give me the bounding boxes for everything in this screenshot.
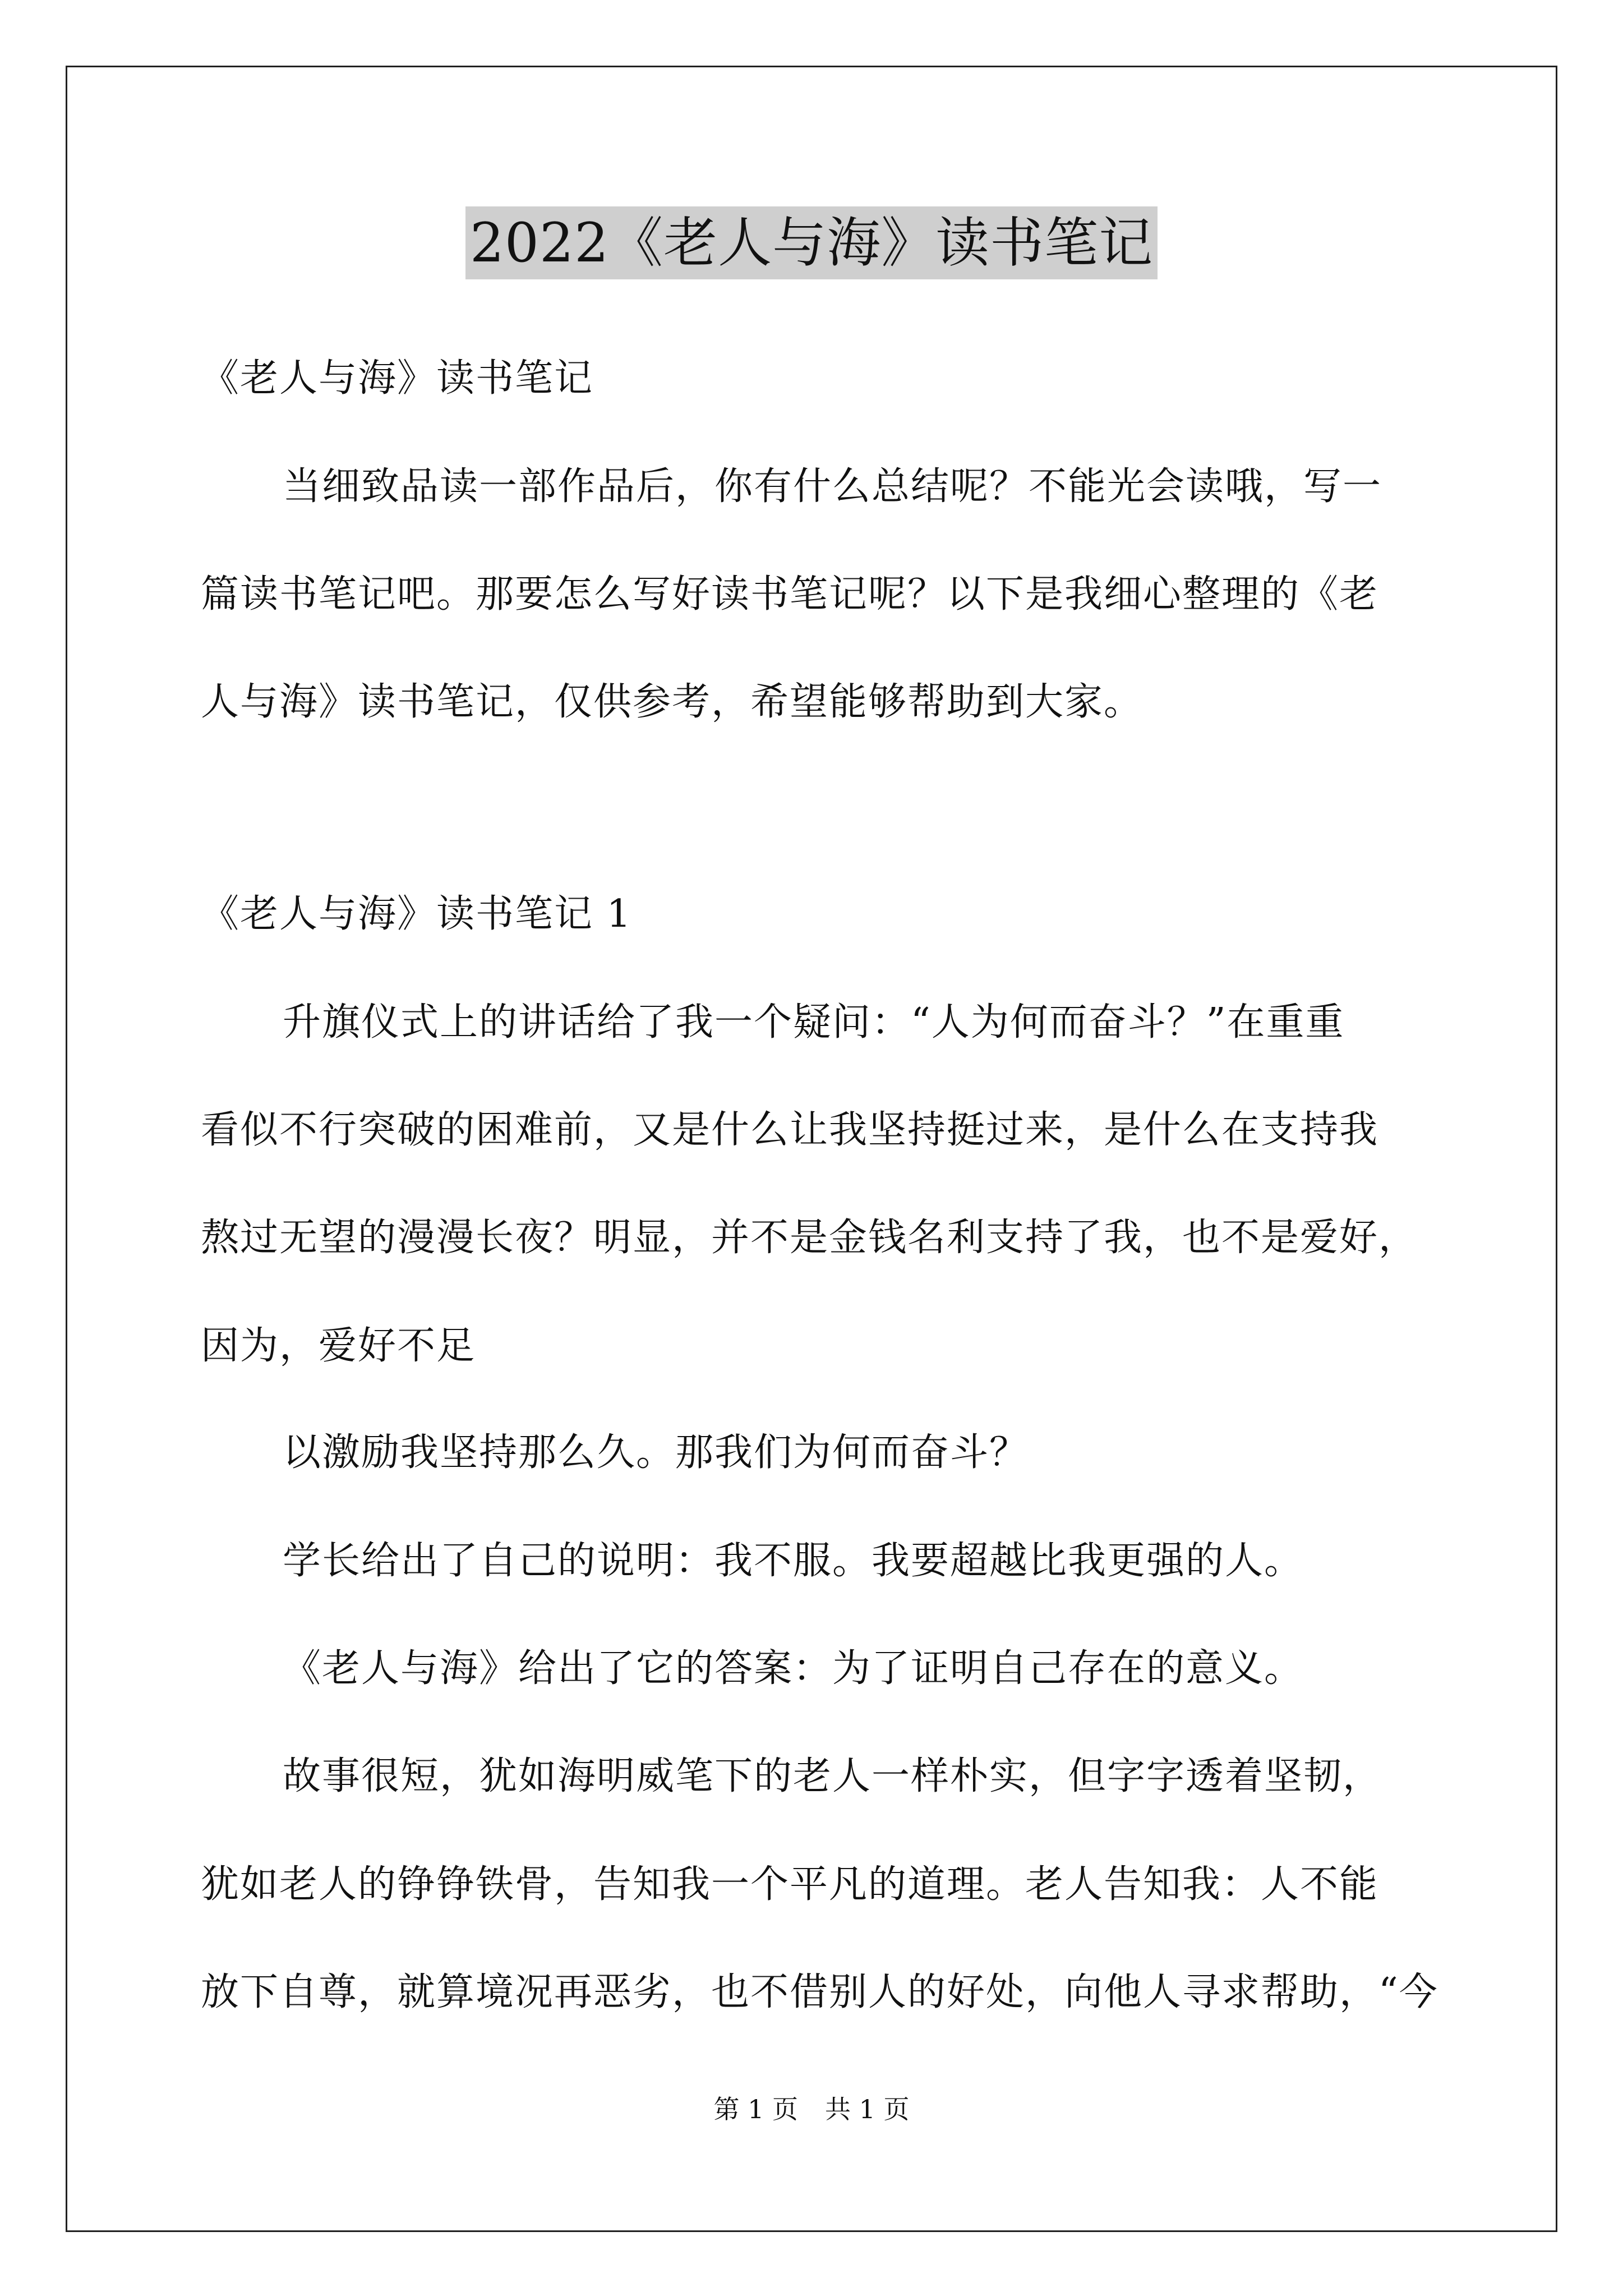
body-line: 放下自尊，就算境况再恶劣，也不借别人的好处，向他人寻求帮助，“今 bbox=[201, 1970, 1438, 2014]
subtitle-line: 《老人与海》读书笔记 bbox=[201, 356, 594, 401]
body-line: 当细致品读一部作品后，你有什么总结呢？不能光会读哦，写一 bbox=[283, 464, 1382, 509]
body-line: 人与海》读书笔记，仅供参考，希望能够帮助到大家。 bbox=[201, 680, 1144, 724]
document-title: 2022《老人与海》读书笔记 bbox=[465, 206, 1158, 279]
body-line: 以激励我坚持那么久。那我们为何而奋斗？ bbox=[283, 1430, 1029, 1475]
body-line: 熬过无望的漫漫长夜？明显，并不是金钱名利支持了我，也不是爱好， bbox=[201, 1216, 1418, 1260]
body-line: 学长给出了自己的说明：我不服。我要超越比我更强的人。 bbox=[283, 1539, 1304, 1583]
body-line: 犹如老人的铮铮铁骨，告知我一个平凡的道理。老人告知我：人不能 bbox=[201, 1862, 1379, 1907]
page-total: 共 1 页 bbox=[825, 2094, 910, 2124]
section-heading: 《老人与海》读书笔记 1 bbox=[201, 892, 632, 936]
body-line: 篇读书笔记吧。那要怎么写好读书笔记呢？以下是我细心整理的《老 bbox=[201, 572, 1379, 616]
body-line: 故事很短，犹如海明威笔下的老人一样朴实，但字字透着坚韧， bbox=[283, 1754, 1382, 1798]
body-line: 升旗仪式上的讲话给了我一个疑问：“人为何而奋斗？”在重重 bbox=[283, 1000, 1345, 1045]
page-footer bbox=[0, 2092, 1623, 2126]
body-line: 因为，爱好不足 bbox=[201, 1324, 476, 1368]
body-line: 看似不行突破的困难前，又是什么让我坚持挺过来，是什么在支持我 bbox=[201, 1108, 1379, 1152]
body-line: 《老人与海》给出了它的答案：为了证明自己存在的意义。 bbox=[283, 1646, 1304, 1691]
page-number: 第 1 页 bbox=[713, 2094, 798, 2124]
title-wrap bbox=[0, 206, 1623, 279]
